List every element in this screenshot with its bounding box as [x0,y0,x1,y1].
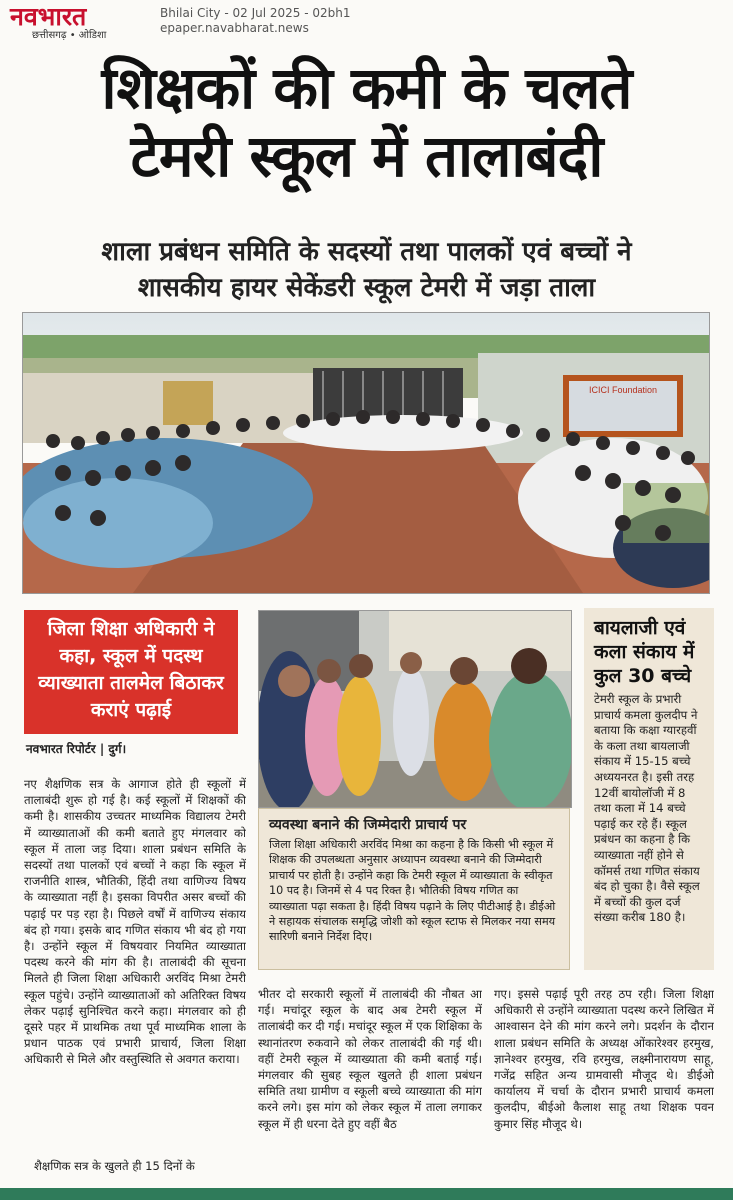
site-url: epaper.navabharat.news [160,21,309,35]
edition-line: Bhilai City - 02 Jul 2025 - 02bh1 [160,6,351,20]
sidebar-title: बायलाजी एवं कला संकाय में कुल 30 बच्चे [594,617,695,687]
headline-line2: टेमरी स्कूल में तालाबंदी [130,122,603,190]
subheadline [0,234,733,306]
subheadline-line1: शाला प्रबंधन समिति के सदस्यों तथा पालकों एवं बच्चों ने [101,237,632,267]
sidebar-box [584,608,714,970]
left-column-tail: शैक्षणिक सत्र के खुलते ही 15 दिनों के [34,1159,195,1173]
sidebar-text: टेमरी स्कूल के प्रभारी प्राचार्य कमला कुलदीप ने बताया कि कक्षा ग्यारहवीं के कला तथा बायलाजी संकाय में 15-15 बच्चे अध्ययनरत है। इसी तरह 12वीं बायोलॉजी में 8 तथा कला में 14 बच्चे पढ़ाई कर रहे हैं। स्कूल प्रबंधन का कहना है कि व्याख्याता नहीं होने से कॉमर्स तथा गणित संकाय बंद हो चुका है। वैसे स्कूल में बच्चों की कुल दर्ज संख्या करीब 180 है। [594,692,700,925]
officials-photo-illustration [259,611,571,807]
quote-box: जिला शिक्षा अधिकारी ने कहा, स्कूल में पदस्थ व्याख्याता तालमेल बिठाकर कराएं पढ़ाई [24,610,238,734]
headline [0,54,733,190]
middle-caption-box [258,808,570,970]
byline: नवभारत रिपोर्टर | दुर्ग। [26,742,127,756]
footer-bar [0,1188,733,1200]
main-photo [22,312,710,594]
signboard-label: ICICI Foundation [588,385,658,395]
edition-meta [160,6,351,36]
bottom-column-2: भीतर दो सरकारी स्कूलों में तालाबंदी की नौबत आ गई। मचांदूर स्कूल के बाद अब टेमरी स्कूल में तालाबंदी कर दी गई। मचांदूर स्कूल में एक शिक्षिका के स्थानांतरण रुकवाने को लेकर तालाबंदी की गई थी। वहीं टेमरी स्कूल में व्याख्याता की कमी बताई गई। मंगलवार की सुबह स्कूल खुलते ही शाला प्रबंधन समिति तथा ग्रामीण व स्कूली बच्चे व्याख्याता की मांग करने लगे। इस मांग को लेकर स्कूल में ताला लगाकर स्कूल में ही धरना देते हुए वहीं बैठ [258,987,482,1131]
bottom-column-3: गए। इससे पढ़ाई पूरी तरह ठप रही। जिला शिक्षा अधिकारी से उन्होंने व्याख्याता पदस्थ करने लिखित में आश्वासन देने की मांग करने लगे। प्रदर्शन के दौरान शाला प्रबंधन समिति के अध्यक्ष ओंकारेश्वर हरमुख, ज्ञानेश्वर हरमुख, रवि हरमुख, लक्ष्मीनारायण साहू, गजेंद्र सहित अन्य ग्रामवासी मौजूद थे। डीईओ कार्यालय में चर्चा के दौरान प्रभारी प्राचार्य कमला कुलदीप, बीईओ कैलाश साहू तथा शिक्षक पवन कुमार सिंह मौजूद थे। [494,987,714,1131]
masthead-logo [10,4,158,54]
headline-line1: शिक्षकों की कमी के चलते [101,54,632,122]
middle-caption-text: जिला शिक्षा अधिकारी अरविंद मिश्रा का कहना है कि किसी भी स्कूल में शिक्षक की उपलब्धता अनुसार अध्यापन व्यवस्था बनाने की जिम्मेदारी प्राचार्य पर होती है। उन्होंने कहा कि टेमरी स्कूल में व्याख्याता के स्वीकृत 10 पद है। जिनमें से 4 पद रिक्त है। भौतिकी विषय गणित का व्याख्याता पढ़ा सकता है। हिंदी विषय पढ़ाने के लिए पीटीआई है। डीईओ ने सहायक संचालक समृद्धि जोशी को स्कूल स्टाफ से मिलकर नया समय सारिणी बनाने निर्देश दिए। [269,838,556,944]
main-photo-illustration [23,313,709,593]
left-column-body: नए शैक्षणिक सत्र के आगाज होते ही स्कूलों में तालाबंदी शुरू हो गई है। कई स्कूलों में शिक्षकों की कमी है। शासकीय उच्चतर माध्यमिक विद्यालय टेमरी में व्याख्याताओं की कमी बताते हुए मंगलवार को स्कूल में ताला जड़ दिया। शाला प्रबंधन समिति के सदस्यों तथा पालकों एवं बच्चों ने कहा कि स्कूल में राजनीति शास्त्र, भौतिकी, हिंदी तथा वाणिज्य विषय के व्याख्याता नहीं है। इसका विपरीत असर बच्चों की पढ़ाई पर पड़ रहा है। पिछले वर्षों में वाणिज्य संकाय बंद हो गया। इसके बाद गणित संकाय भी बंद हो गया है। उन्होंने स्कूल में विषयवार नियमित व्याख्याता पदस्थ करने की मांग की है। तालाबंदी की सूचना मिलते ही जिला शिक्षा अधिकारी अरविंद मिश्रा टेमरी स्कूल पहुंचे। उन्होंने व्याख्याताओं को अतिरिक्त विषय लेकर पढ़ाई सुनिश्चित करने कहा। मंगलवार को ही दूसरे पहर में प्राथमिक तथा पूर्व माध्यमिक शाला के प्रधान पाठक एवं प्रभारी प्राचार्य, जिला शिक्षा अधिकारी से मिले और वस्तुस्थिति से अवगत कराया। [24,777,246,1067]
logo-text: नवभारत [10,2,87,31]
subheadline-line2: शासकीय हायर सेकेंडरी स्कूल टेमरी में जड़ा ताला [137,273,596,303]
middle-caption-title: व्यवस्था बनाने की जिम्मेदारी प्राचार्य पर [269,817,467,833]
officials-photo [258,610,572,808]
logo-editions: छत्तीसगढ़ • ओडिशा [32,30,107,41]
